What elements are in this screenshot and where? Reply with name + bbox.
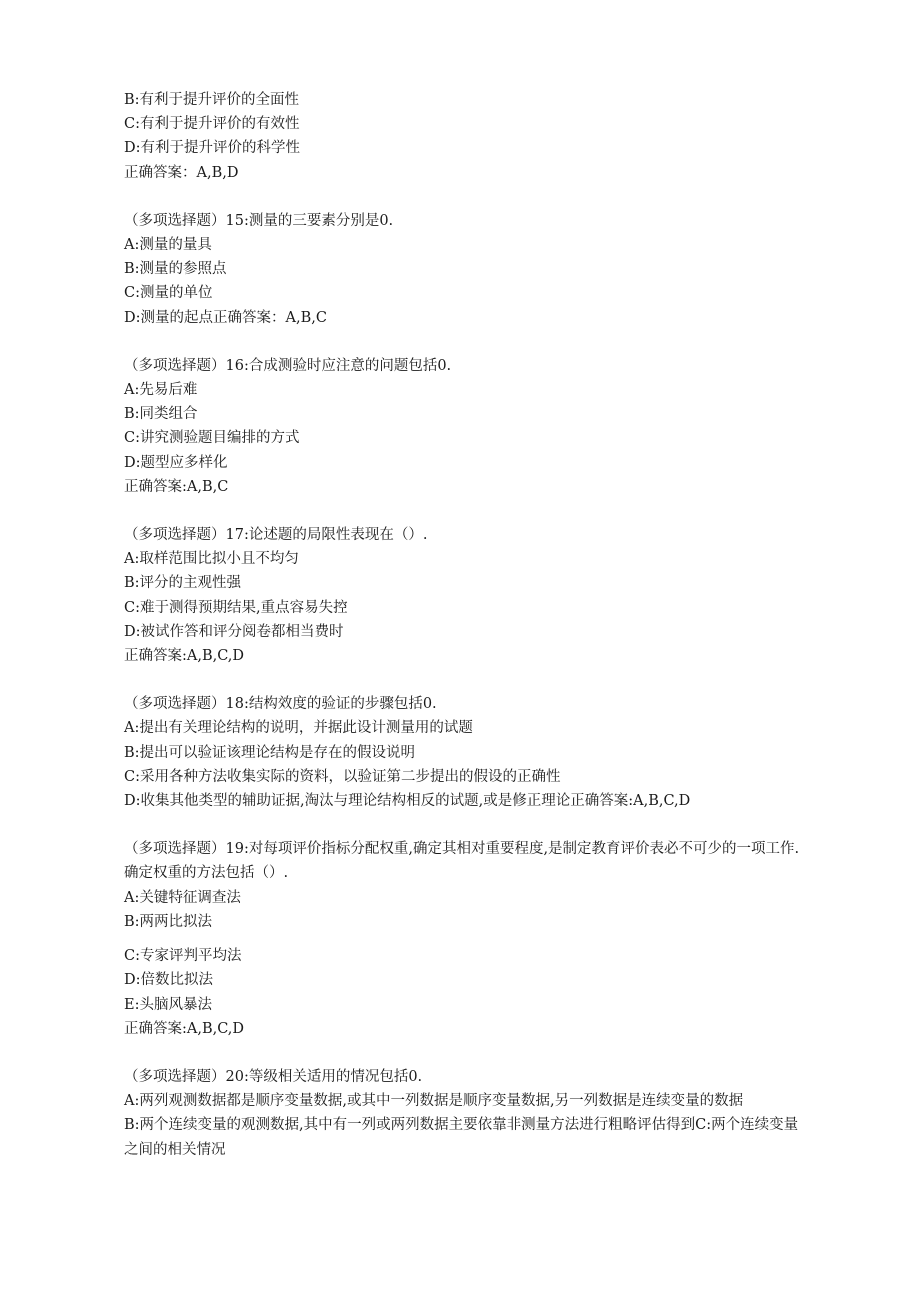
question-stem: （多项选择题）20:等级相关适用的情况包括0. <box>124 1068 423 1085</box>
option-c: C:讲究测验题目编排的方式 <box>124 430 300 447</box>
correct-answer: 正确答案：A,B,D <box>124 164 239 181</box>
question-19 <box>124 837 804 1041</box>
document-page <box>124 88 804 1162</box>
option-a: A:取样范围比拟小且不均匀 <box>124 551 299 568</box>
option-b: B:两两比拟法 <box>124 913 213 930</box>
option-b: B:测量的参照点 <box>124 261 227 278</box>
question-stem: （多项选择题）15:测量的三要素分别是0. <box>124 212 394 229</box>
spacer <box>124 185 804 209</box>
option-d: D:有利于提升评价的科学性 <box>124 140 301 157</box>
correct-answer: 正确答案:A,B,C,D <box>124 1020 245 1037</box>
correct-answer: 正确答案:A,B,C <box>124 478 229 495</box>
question-stem: （多项选择题）17:论述题的局限性表现在（）. <box>124 527 428 544</box>
question-stem: （多项选择题）19:对每项评价指标分配权重,确定其相对重要程度,是制定教育评价表必不可少的一项工作.确定权重的方法包括（）. <box>124 841 800 882</box>
question-stem: （多项选择题）16:合成测验时应注意的问题包括0. <box>124 357 452 374</box>
correct-answer: 正确答案:A,B,C,D <box>124 648 245 665</box>
option-b: B:提出可以验证该理论结构是存在的假设说明 <box>124 744 416 761</box>
question-20 <box>124 1065 804 1162</box>
option-c: C:难于测得预期结果,重点容易失控 <box>124 599 348 616</box>
option-c: C:专家评判平均法 <box>124 948 242 965</box>
spacer <box>124 330 804 354</box>
spacer <box>124 1041 804 1065</box>
option-d: D:被试作答和评分阅卷都相当费时 <box>124 623 344 640</box>
option-a: A:关键特征调查法 <box>124 889 241 906</box>
question-16 <box>124 354 804 499</box>
option-a: A:先易后难 <box>124 382 198 399</box>
option-e: E:头脑风暴法 <box>124 996 212 1013</box>
question-14-tail <box>124 88 804 185</box>
spacer <box>124 668 804 692</box>
option-b: B:评分的主观性强 <box>124 575 242 592</box>
spacer <box>124 813 804 837</box>
question-18 <box>124 692 804 813</box>
option-b-and-c: B:两个连续变量的观测数据,其中有一列或两列数据主要依靠非测量方法进行粗略评估得到C:两个连续变量之间的相关情况 <box>124 1117 799 1158</box>
question-15 <box>124 209 804 330</box>
option-c: C:有利于提升评价的有效性 <box>124 116 300 133</box>
option-b: B:同类组合 <box>124 406 198 423</box>
spacer <box>124 934 804 944</box>
option-b: B:有利于提升评价的全面性 <box>124 92 300 108</box>
option-a: A:提出有关理论结构的说明，并据此设计测量用的试题 <box>124 720 473 737</box>
spacer <box>124 499 804 523</box>
option-d-with-answer: D:测量的起点正确答案：A,B,C <box>124 309 327 326</box>
option-c: C:测量的单位 <box>124 285 213 302</box>
question-stem: （多项选择题）18:结构效度的验证的步骤包括0. <box>124 696 437 713</box>
question-17 <box>124 523 804 668</box>
option-a: A:两列观测数据都是顺序变量数据,或其中一列数据是顺序变量数据,另一列数据是连续变量的数据 <box>124 1093 744 1110</box>
option-d: D:倍数比拟法 <box>124 972 214 989</box>
option-d: D:题型应多样化 <box>124 454 228 471</box>
option-a: A:测量的量具 <box>124 237 212 254</box>
option-c: C:采用各种方法收集实际的资料，以验证第二步提出的假设的正确性 <box>124 768 561 785</box>
option-d-with-answer: D:收集其他类型的辅助证据,淘汰与理论结构相反的试题,或是修正理论正确答案:A,B,C,D <box>124 793 691 810</box>
